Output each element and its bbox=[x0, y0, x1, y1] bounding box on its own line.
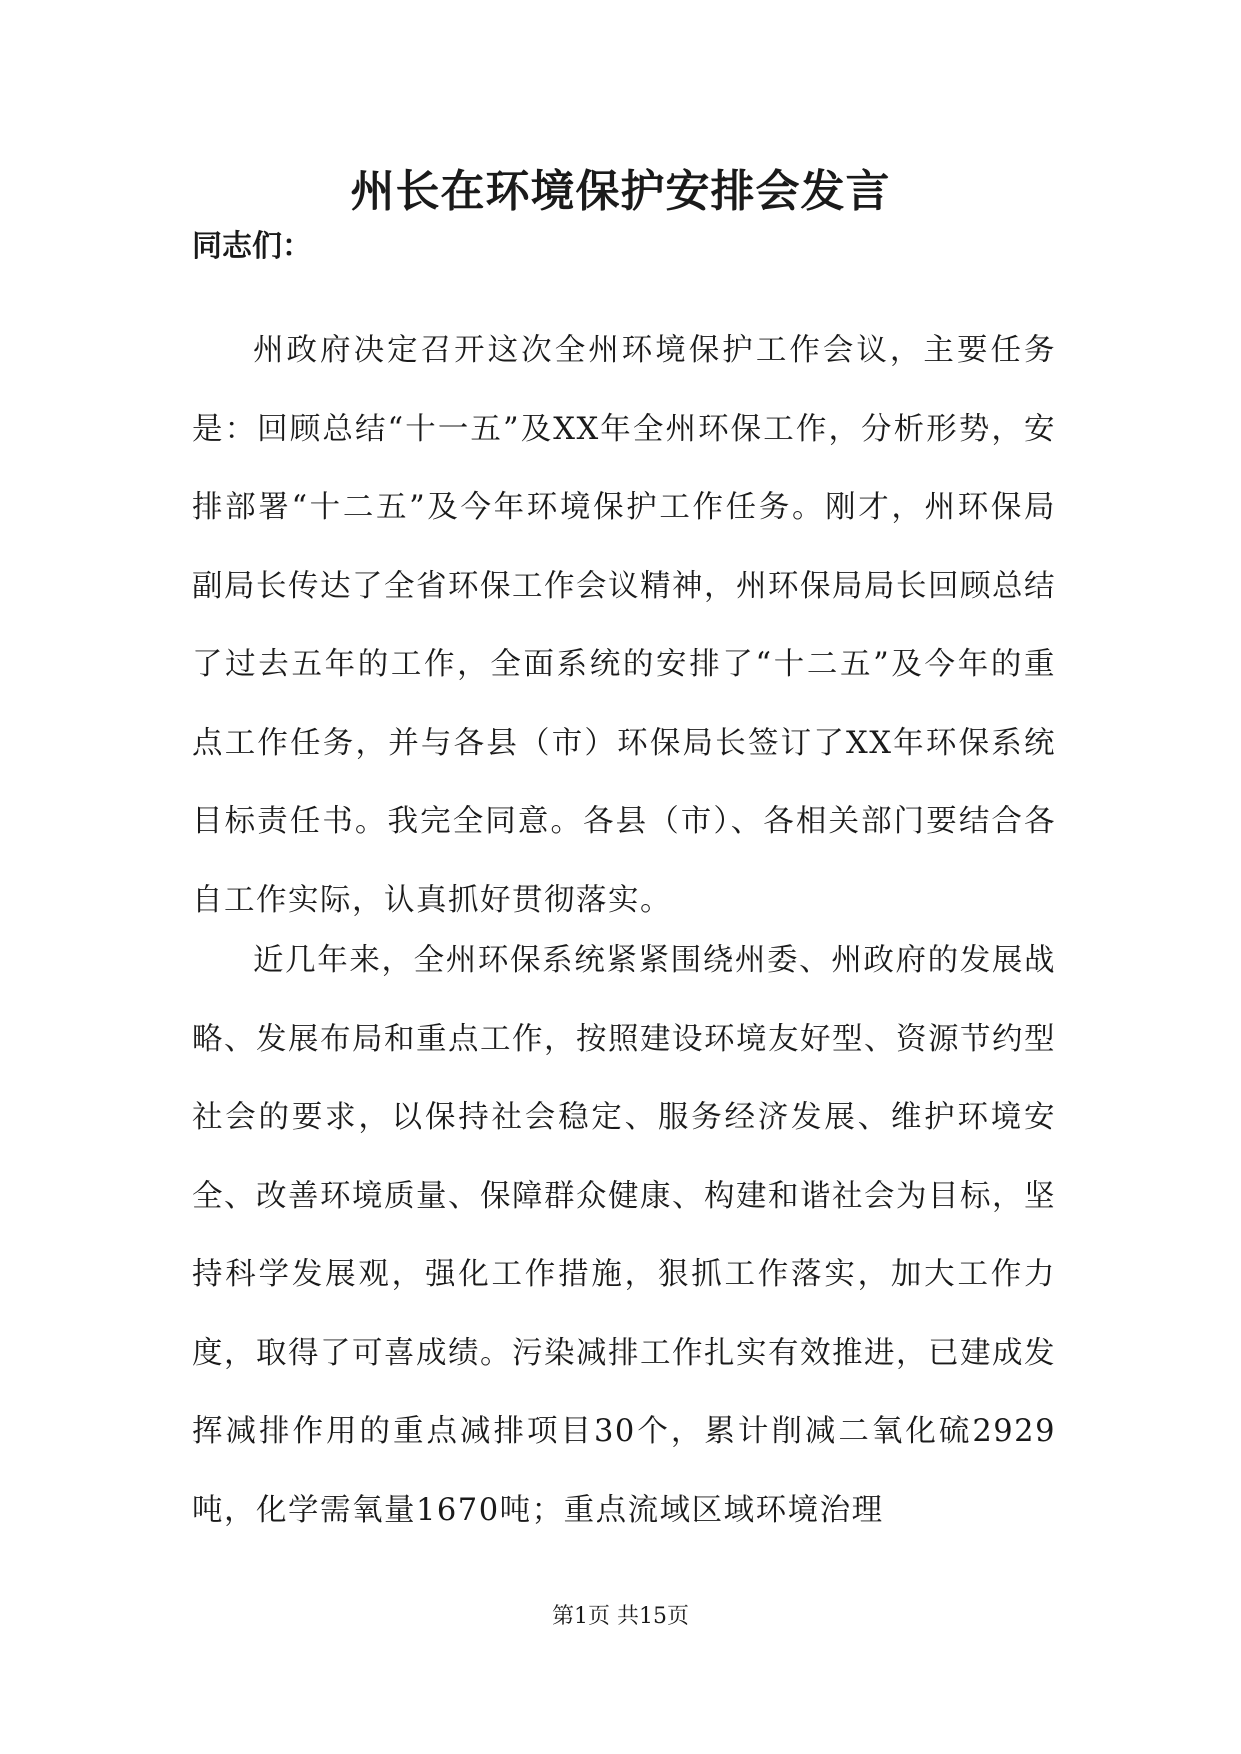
body-paragraph-2: 近几年来，全州环保系统紧紧围绕州委、州政府的发展战略、发展布局和重点工作，按照建设环境友好型、资源节约型社会的要求，以保持社会稳定、服务经济发展、维护环境安全、改善环境质量、保障群众健康、构建和谐社会为目标，坚持科学发展观，强化工作措施，狠抓工作落实，加大工作力度，取得了可喜成绩。污染减排工作扎实有效推进，已建成发挥减排作用的重点减排项目30个，累计削减二氧化硫2929吨，化学需氧量1670吨；重点流域区域环境治理 bbox=[192, 943, 1056, 1528]
body-paragraph-1: 州政府决定召开这次全州环境保护工作会议，主要任务是：回顾总结“十一五”及XX年全州环保工作，分析形势，安排部署“十二五”及今年环境保护工作任务。刚才，州环保局副局长传达了全省环保工作会议精神，州环保局局长回顾总结了过去五年的工作，全面系统的安排了“十二五”及今年的重点工作任务，并与各县（市）环保局长签订了XX年环保系统目标责任书。我完全同意。各县（市）、各相关部门要结合各自工作实际，认真抓好贯彻落实。 bbox=[192, 333, 1056, 918]
document-title: 州长在环境保护安排会发言 bbox=[350, 166, 891, 217]
page-number-footer: 第1页 共15页 bbox=[552, 1604, 689, 1629]
salutation: 同志们： bbox=[192, 229, 312, 264]
